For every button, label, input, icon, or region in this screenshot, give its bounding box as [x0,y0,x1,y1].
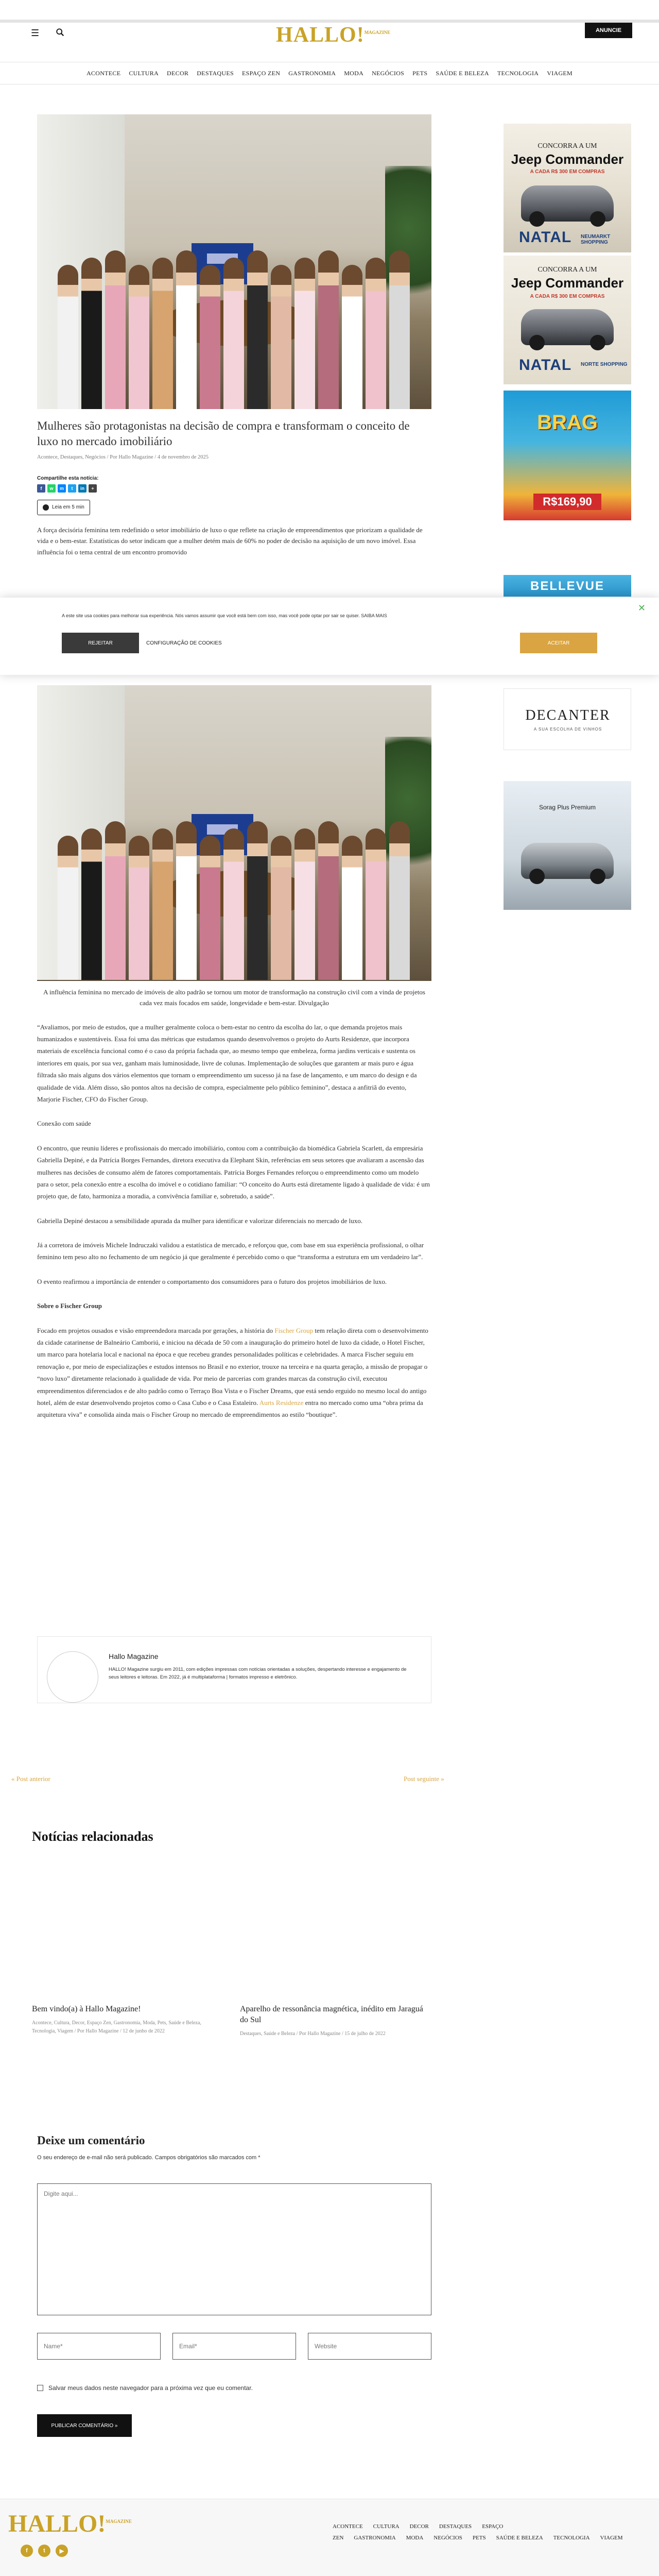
comment-title: Deixe um comentário [37,2134,145,2147]
previous-post-link[interactable]: « Post anterior [11,1775,50,1783]
author-box [37,1636,431,1703]
nav-item[interactable]: VIAGEM [547,69,573,77]
nav-item[interactable]: NEGÓCIOS [372,69,405,77]
person-figure [223,828,244,980]
article [37,114,431,555]
linkedin-icon[interactable]: in [78,484,86,493]
person-figure [58,265,78,409]
paragraph: O evento reafirmou a importância de entender o comportamento dos consumidores para o futuro dos projetos imobiliários de luxo. [37,1277,387,1285]
person-figure [223,258,244,409]
subheading: Sobre o Fischer Group [37,1302,102,1310]
avatar [47,1651,98,1703]
related-item-title[interactable]: Bem vindo(a) à Hallo Magazine! [32,2005,141,2013]
next-post-link[interactable]: Post seguinte » [404,1775,444,1783]
nav-item[interactable]: SAÚDE E BELEZA [436,69,489,77]
person-figure [389,250,410,409]
person-figure [105,250,126,409]
website-field[interactable]: Website [308,2333,431,2360]
share-label: Compartilhe esta notícia: [37,475,99,481]
paragraph: Focado em projetos ousados e visão empreendedora marcada por gerações, a história do Fischer Group tem relação direta com o desenvolvimento da cidade catarinense de Balneário Camboriú, e iniciou na década de 50 com a inauguração do primeiro hotel de luxo da cidade, o Hotel Fischer, um marco para hotelaria local e nacional na época e que recebeu grandes personalidades políticas e celebridades. A marca Fischer seguiu em renovação e, por meio de especializações e estudos intensos no Brasil e no exterior, trouxe na terceira e na quarta geração, a missão de propagar o “novo luxo” diretamente relacionado à qualidade de vida. Por meio de parcerias com grandes marcas da construção civil, executou empreendimentos diferenciados e de alto padrão como o Terraço Boa Vista e o Fischer Dreams, que está sendo erguido no mesmo local do antigo hotel, além de estar desenvolvendo projetos como o Casa Cubo e o Casa Estaleiro. Aurts Residenze entra no mercado como uma “obra prima da arquitetura viva” e consolida ainda mais o Fischer Group no mercado de empreendimentos ao estilo “boutique”. [37,1326,428,1419]
footer-nav-item[interactable]: DECOR [409,2523,429,2530]
ad-decanter[interactable]: DECANTER A SUA ESCOLHA DE VINHOS [504,688,631,750]
cookie-settings-button[interactable]: CONFIGURAÇÃO DE COOKIES [146,640,222,646]
person-figure [271,265,291,409]
person-figure [81,258,102,409]
footer-nav-item[interactable]: GASTRONOMIA [354,2535,396,2541]
person-figure [176,250,197,409]
ad-bellevue[interactable]: BELLEVUE [504,575,631,597]
read-time-button[interactable]: Leia em 5 min [37,500,90,515]
aurts-link[interactable]: Aurts Residenze [259,1398,304,1406]
email-field[interactable]: Email* [172,2333,296,2360]
nav-item[interactable]: CULTURA [129,69,159,77]
publish-comment-button[interactable]: PUBLICAR COMENTÁRIO » [37,2414,132,2437]
footer-nav-item[interactable]: ESPAÇO ZEN [333,2523,504,2541]
footer-nav-item[interactable]: ACONTECE [333,2523,363,2530]
site-footer [0,2499,659,2576]
clock-icon [43,504,49,511]
share-icons [37,484,431,493]
article-meta: Acontece, Destaques, Negócios / Por Hallo Magazine / 4 de novembro de 2025 [37,454,209,460]
share-more-icon[interactable]: + [89,484,97,493]
anuncie-button[interactable]: ANUNCIE [585,23,632,38]
footer-nav-item[interactable]: TECNOLOGIA [553,2535,590,2541]
person-figure [129,836,149,980]
person-figure [105,821,126,980]
paragraph: “Avaliamos, por meio de estudos, que a mulher geralmente coloca o bem-estar no centro da escolha do lar, o que demanda projetos mais humanizados e sustentáveis. Essa foi uma das métricas que estudamos quando desenvolvemos o projeto do Aurts Residenze, que incorpora materiais de excelência funcional como é o caso da própria fachada que, ao mesmo tempo que embeleza, forma jardins verticais e sustenta os interiores em quais, por sua vez, ganham mais luminosidade, livre de colunas. Implementação de soluções que garantem ar mais puro e água filtrada são mais alguns dos vários elementos que tornam o empreendimento um sucesso já na fase de lançamento, e um marco do design e da qualidade de vida. Além disso, são pontos altos na decisão de compra, especialmente pelo público feminino”, destaca a anfitriã do evento, Marjorie Fischer, CFO do Fischer Group. [37,1023,417,1103]
person-figure [247,250,268,409]
whatsapp-icon[interactable]: w [47,484,56,493]
close-icon[interactable]: ✕ [637,603,646,614]
nav-item[interactable]: DESTAQUES [197,69,234,77]
footer-logo[interactable]: HALLO!$^{MAGAZINE}$ [8,2510,132,2537]
person-figure [129,265,149,409]
nav-item[interactable]: TECNOLOGIA [497,69,539,77]
nav-item[interactable]: PETS [412,69,428,77]
person-figure [294,258,315,409]
paragraph: O encontro, que reuniu líderes e profissionais do mercado imobiliário, contou com a contribuição da biomédica Gabriela Scarlett, da empresária Gabriella Depiné, e da Patrícia Borges Fernandes, diretora executiva da Elephant Skin, referências em seus setores que avaliaram a ascensão das mulheres nas decisões de consumo além de fatores comportamentais. Patrícia Borges Fernandes reforçou o empreendimento como um modelo para o setor, pela conexão entre a escolha do imóvel e o cotidiano familiar: “O conceito do Aurts está diretamente ligado à qualidade de vida: é um projeto que, de fato, harmoniza a moradia, a convivência familiar e, sobretudo, a saúde”. [37,1144,430,1200]
site-header [0,23,659,62]
footer-nav-item[interactable]: DESTAQUES [439,2523,472,2530]
comment-input[interactable]: Digite aqui... [37,2183,431,2315]
person-figure [247,821,268,980]
article-intro: A força decisória feminina tem redefinido o setor imobiliário de luxo o que reflete na criação de empreendimentos que priorizam a qualidade de vida e o bem-estar. Estatísticas do setor indicam que a mulher detém mais de 60% no poder de decisão na aquisição de um novo imóvel. Essa influência foi o tema central de um encontro promovido [37,526,423,555]
footer-nav-item[interactable]: NEGÓCIOS [433,2535,462,2541]
person-figure [200,836,220,980]
image-caption: A influência feminina no mercado de imóveis de alto padrão se tornou um motor de transformação na construção civil com a vinda de projetos cada vez mais focados em saúde, longevidade e bem-estar. Divulgação [43,988,425,1007]
social-links [21,2545,68,2557]
accept-cookies-button[interactable]: ACEITAR [520,633,597,653]
related-item[interactable] [240,2004,425,2038]
ad-brag[interactable]: BRAG R$169,90 [504,391,631,520]
save-data-checkbox[interactable] [37,2385,43,2391]
car-image [521,843,614,879]
name-field[interactable]: Name* [37,2333,161,2360]
twitter-icon[interactable]: t [38,2545,50,2557]
person-figure [58,836,78,980]
facebook-icon[interactable]: f [21,2545,33,2557]
reject-cookies-button[interactable]: REJEITAR [62,633,139,653]
footer-nav-item[interactable]: VIAGEM [600,2535,623,2541]
nav-item[interactable]: ACONTECE [86,69,121,77]
person-figure [342,836,362,980]
menu-icon[interactable]: ☰ [31,28,40,39]
person-figure [366,258,386,409]
cookie-banner [0,598,659,675]
person-figure [389,821,410,980]
related-item[interactable] [32,2004,217,2036]
article-image [37,685,431,981]
footer-nav-item[interactable]: MODA [406,2535,424,2541]
ad-car[interactable]: Sorag Plus Premium [504,781,631,910]
footer-nav-item[interactable]: SAÚDE E BELEZA [496,2535,543,2541]
person-figure [176,821,197,980]
cookie-text: A este site usa cookies para melhorar sua experiência. Nós vamos assumir que você está bem com isso, mas você pode optar por sair se quiser. SAIBA MAIS [62,613,387,618]
footer-nav [333,2521,641,2544]
fischer-group-link[interactable]: Fischer Group [274,1326,314,1334]
car-image [521,309,614,345]
paragraph: Gabriella Depiné destacou a sensibilidade apurada da mulher para identificar e valorizar diferenciais no mercado de luxo. [37,1216,363,1225]
footer-nav-item[interactable]: PETS [472,2535,486,2541]
article-body [37,685,431,1421]
comment-note: O seu endereço de e-mail não será publicado. Campos obrigatórios são marcados com * [37,2155,261,2161]
person-figure [271,836,291,980]
ad-jeep-neumarkt[interactable]: CONCORRA A UM Jeep Commander A CADA R$ 300 EM COMPRAS NATAL NEUMARKT SHOPPING [504,124,631,252]
person-figure [366,828,386,980]
article-title: Mulheres são protagonistas na decisão de compra e transformam o conceito de luxo no mercado imobiliário [37,419,410,448]
person-figure [152,258,173,409]
person-figure [294,828,315,980]
ad-jeep-norte[interactable]: CONCORRA A UM Jeep Commander A CADA R$ 300 EM COMPRAS NATAL NORTE SHOPPING [504,256,631,384]
site-logo[interactable]: HALLO!$^{MAGAZINE}$ [276,23,391,47]
nav-item[interactable]: DECOR [167,69,189,77]
paragraph: Já a corretora de imóveis Michele Indruczaki validou a estatística de mercado, e reforçou que, com base em sua experiência profissional, o olhar feminino tem peso alto no fechamento de um negócio já que geralmente é percebido como o que “transforma a estrutura em um verdadeiro lar”. [37,1241,424,1261]
footer-nav-item[interactable]: CULTURA [373,2523,400,2530]
related-item-meta: Destaques, Saúde e Beleza / Por Hallo Magazine / 15 de julho de 2022 [240,2030,386,2037]
twitter-icon[interactable]: t [68,484,76,493]
author-name[interactable]: Hallo Magazine [109,1652,159,1660]
subheading: Conexão com saúde [37,1120,91,1128]
youtube-icon[interactable]: ▶ [56,2545,68,2557]
nav-item[interactable]: MODA [344,69,364,77]
person-figure [152,828,173,980]
nav-item[interactable]: ESPAÇO ZEN [241,69,281,77]
hero-image [37,114,431,409]
related-item-title[interactable]: Aparelho de ressonância magnética, inédito em Jaraguá do Sul [240,2005,423,2024]
author-bio: HALLO! Magazine surgiu em 2011, com edições impressas com notícias orientadas a soluções, despertando interesse e engajamento de seus leitores e leitoras. Em 2022, já é multiplataforma | formatos impresso e eletrônico. [109,1667,407,1681]
save-data-row [37,2384,253,2392]
person-figure [342,265,362,409]
save-data-label: Salvar meus dados neste navegador para a próxima vez que eu comentar. [48,2384,253,2392]
person-figure [318,250,339,409]
facebook-icon[interactable]: f [37,484,45,493]
nav-item[interactable]: GASTRONOMIA [288,69,336,77]
messenger-icon[interactable]: m [58,484,66,493]
car-image [521,185,614,222]
person-figure [81,828,102,980]
related-item-meta: Acontece, Cultura, Decor, Espaço Zen, Gastronomia, Moda, Pets, Saúde e Beleza, Tecnologia, Viagem / Por Hallo Magazine / 12 de junho de 2022 [32,2020,201,2034]
main-nav [0,62,659,84]
person-figure [200,265,220,409]
related-title: Notícias relacionadas [32,1829,153,1844]
search-icon[interactable] [56,28,65,37]
person-figure [318,821,339,980]
